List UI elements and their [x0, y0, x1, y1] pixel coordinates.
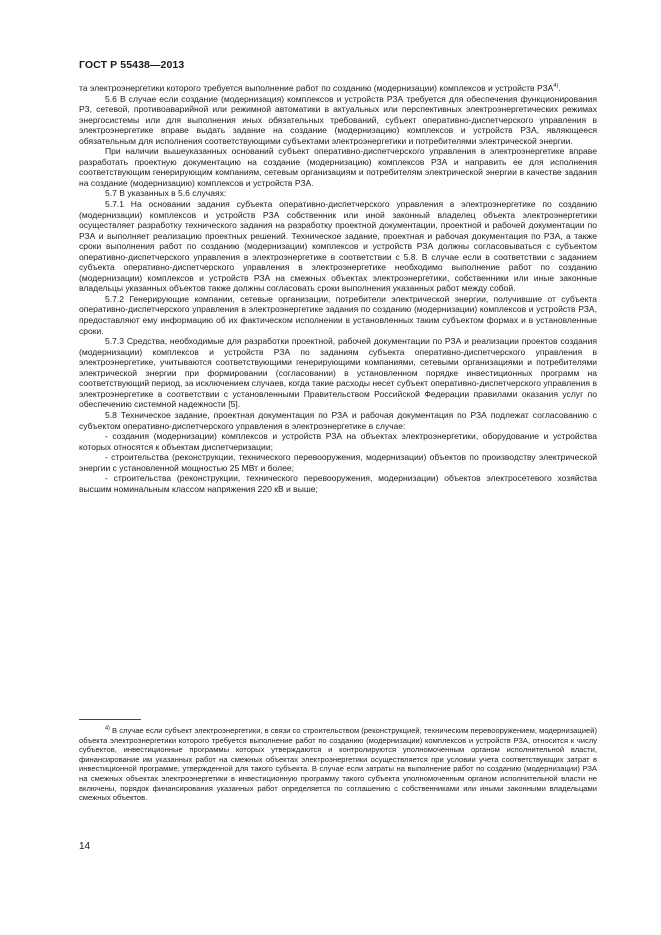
footnote-reference[interactable]: 4) [553, 83, 559, 90]
main-text [79, 83, 597, 494]
page-number: 14 [79, 841, 91, 852]
paragraph-5-7-1: 5.7.1 На основании задания субъекта оперативно-диспетчерского управления в электроэнергетике по созданию (модернизации) комплексов и устройств РЗА собственник или иной законный владелец объекта электроэнергетики осуществляет разработку технического задания на разработку проектной документации, проектной и рабочей документации по РЗА и выполняет реализацию проектных решений. Техническое задание, проектная и рабочая документация по РЗА, а также сроки выполнения работ по созданию (модернизации) комплексов и устройств РЗА должны согласовываться с субъектом оперативно-диспетчерского управления в электроэнергетике в соответствии с 5.8. В случае если в соответствии с заданием субъекта оперативно-диспетчерского управления в электроэнергетике необходимо выполнение работ по созданию (модернизации) комплексов и устройств РЗА на смежных объектах электроэнергетики, собственники или иные законные владельцы указанных объектов также должны согласовать сроки выполнения указанных работ между собой. [79, 199, 597, 294]
footnote-text: $^{4)}$ В случае если субъект электроэнергетики, в связи со строительством (реконструкцией, техническим перевооружением, модернизацией) объекта электроэнергетики которого требуется выполнение работ по созданию (модернизации) комплексов и устройств РЗА, относится к числу субъектов, инвестиционные программы которых утверждаются и контролируются уполномоченным органом исполнительной власти, финансирование им указанных работ на смежных объектах электроэнергетики осуществляется при условии учета соответствующих затрат в инвестиционной программе, утвержденной для такого субъекта. В случае если затраты на выполнение работ по созданию (модернизации) РЗА на смежных объектах электроэнергетики в инвестиционную программу такого субъекта уполномоченным органом исполнительной власти не включены, порядок финансирования указанных работ определяется по соглашению с собственниками или иными законными владельцами смежных объектов. [79, 725, 597, 803]
paragraph-5-7-2: 5.7.2 Генерирующие компании, сетевые организации, потребители электрической энергии, получившие от субъекта оперативно-диспетчерского управления в электроэнергетике задания по созданию (модернизации) комплексов и устройств РЗА, предоставляют ему информацию об их фактическом исполнении в установленных таким субъектом формах и в установленные сроки. [79, 293, 597, 336]
paragraph-5-7-3: 5.7.3 Средства, необходимые для разработки проектной, рабочей документации по РЗА и реализации проектов создания (модернизации) комплексов и устройств РЗА по заданиям субъекта оперативно-диспетчерского управления в электроэнергетике, учитываются соответствующими генерирующими компаниями, сетевыми организациями и потребителями электрической энергии при формировании (согласовании) в установленном порядке инвестиционных программ на соответствующий период, за исключением случаев, когда такие расходы несет субъект оперативно-диспетчерского управления в электроэнергетике в соответствии с установленными Правительством Российской Федерации правилами оказания услуг по обеспечению системной надежности [5]. [79, 336, 597, 410]
footnote [79, 726, 597, 803]
list-item-dispatch-objects: - создания (модернизации) комплексов и устройств РЗА на объектах электроэнергетики, оборудование и устройства которых относятся к объектам диспетчеризации; [79, 431, 597, 452]
paragraph-5-6: 5.6 В случае если создание (модернизация) комплексов и устройств РЗА требуется для обеспечения функционирования РЗ, сетевой, противоаварийной или режимной автоматики в актуальных или перспективных электроэнергетических режимах энергосистемы или для выполнения иных обязательных требований, субъект оперативно-диспетчерского управления в электроэнергетике вправе выдать задание на создание (модернизацию) комплексов и устройств РЗА, являющееся обязательным для исполнения соответствующими субъектами электроэнергетики и потребителями электрической энергии. [79, 93, 597, 146]
list-item-grid-objects: - строительства (реконструкции, технического перевооружения, модернизации) объектов электросетевого хозяйства высшим номинальным классом напряжения 220 кВ и выше; [79, 473, 597, 494]
footnote-marker: 4) [105, 725, 110, 732]
paragraph-5-6-cont: При наличии вышеуказанных оснований субъект оперативно-диспетчерского управления в электроэнергетике вправе разработать проектную документацию на создание (модернизацию) комплексов РЗА и направить ее для исполнения соответствующим генерирующим компаниям, сетевым организациям и потребителям электрической энергии в качестве задания на создание (модернизацию) комплексов и устройств РЗА. [79, 146, 597, 188]
paragraph-5-8: 5.8 Техническое задание, проектная документация по РЗА и рабочая документация по РЗА подлежат согласованию с субъектом оперативно-диспетчерского управления в электроэнергетике в случае: [79, 409, 597, 431]
document-code-header: ГОСТ Р 55438—2013 [79, 59, 185, 71]
paragraph-5-7: 5.7 В указанных в 5.6 случаях: [105, 188, 227, 199]
list-item-generation-objects: - строительства (реконструкции, технического перевооружения, модернизации) объектов по производству электрической энергии с установленной мощностью 25 МВт и более; [79, 452, 597, 473]
paragraph-continuation: та электроэнергетики которого требуется выполнение работ по созданию (модернизации) комплексов и устройств РЗА$^{4)}$. [79, 83, 561, 93]
footnote-divider [79, 719, 141, 720]
